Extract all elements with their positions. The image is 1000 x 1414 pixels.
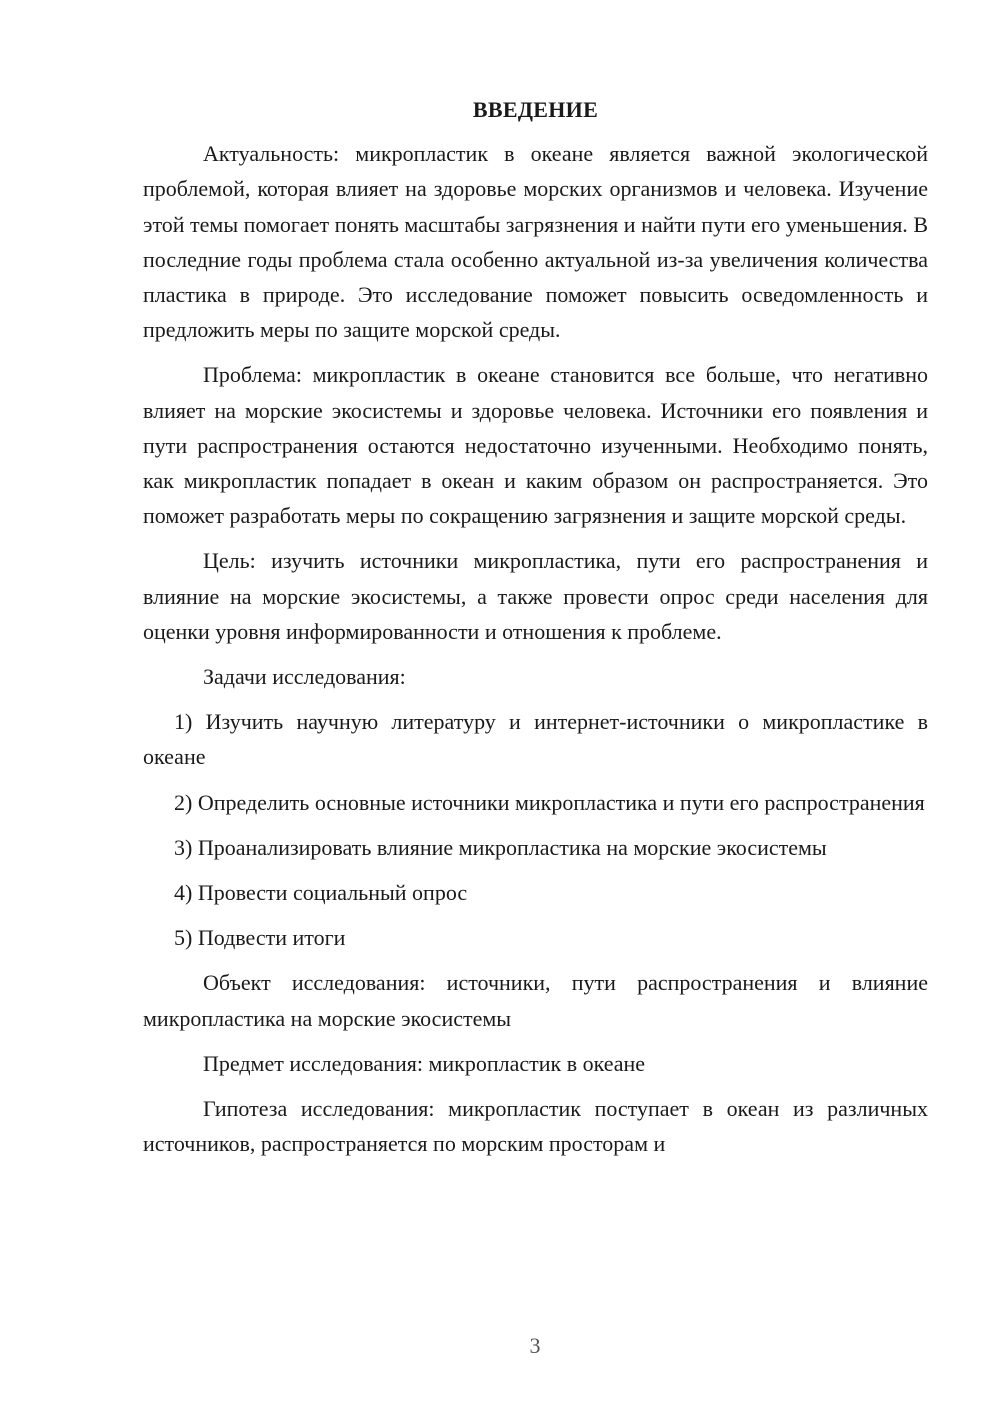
list-item: 2) Определить основные источники микропластика и пути его распространения xyxy=(174,789,925,815)
paragraph-problem: Проблема: микропластик в океане становится все больше, что негативно влияет на морские экосистемы и здоровье человека. Источники его появления и пути распространения остаются недостаточно изученными. Необходимо понять, как микропластик попадает в океан и каким образом он распространяется. Это поможет разработать меры по сокращению загрязнения и защите морской среды. xyxy=(143,362,928,529)
paragraph-goal: Цель: изучить источники микропластика, пути его распространения и влияние на морские экосистемы, а также провести опрос среди населения для оценки уровня информированности и отношения к проблеме. xyxy=(143,548,928,644)
page-number: 3 xyxy=(529,1333,541,1358)
list-item: 3) Проанализировать влияние микропластика на морские экосистемы xyxy=(174,834,827,860)
list-item: 5) Подвести итоги xyxy=(174,925,346,951)
tasks-list xyxy=(143,704,928,955)
paragraph-tasks-heading: Задачи исследования: xyxy=(203,664,406,690)
paragraph-relevance: Актуальность: микропластик в океане является важной экологической проблемой, которая влияет на здоровье морских организмов и человека. Изучение этой темы помогает понять масштабы загрязнения и найти пути его уменьшения. В последние годы проблема стала особенно актуальной из-за увеличения количества пластика в природе. Это исследование поможет повысить осведомленность и предложить меры по защите морской среды. xyxy=(143,141,928,343)
paragraph-subject: Предмет исследования: микропластик в океане xyxy=(203,1050,646,1076)
list-item: 4) Провести социальный опрос xyxy=(174,880,468,906)
list-item: 1) Изучить научную литературу и интернет-источники о микропластике в океане xyxy=(143,709,928,770)
paragraph-hypothesis: Гипотеза исследования: микропластик поступает в океан из различных источников, распространяется по морским просторам и xyxy=(143,1096,928,1157)
section-title: ВВЕДЕНИЕ xyxy=(472,97,599,122)
paragraph-object: Объект исследования: источники, пути распространения и влияние микропластика на морские экосистемы xyxy=(143,970,928,1031)
page-content xyxy=(143,92,928,1171)
